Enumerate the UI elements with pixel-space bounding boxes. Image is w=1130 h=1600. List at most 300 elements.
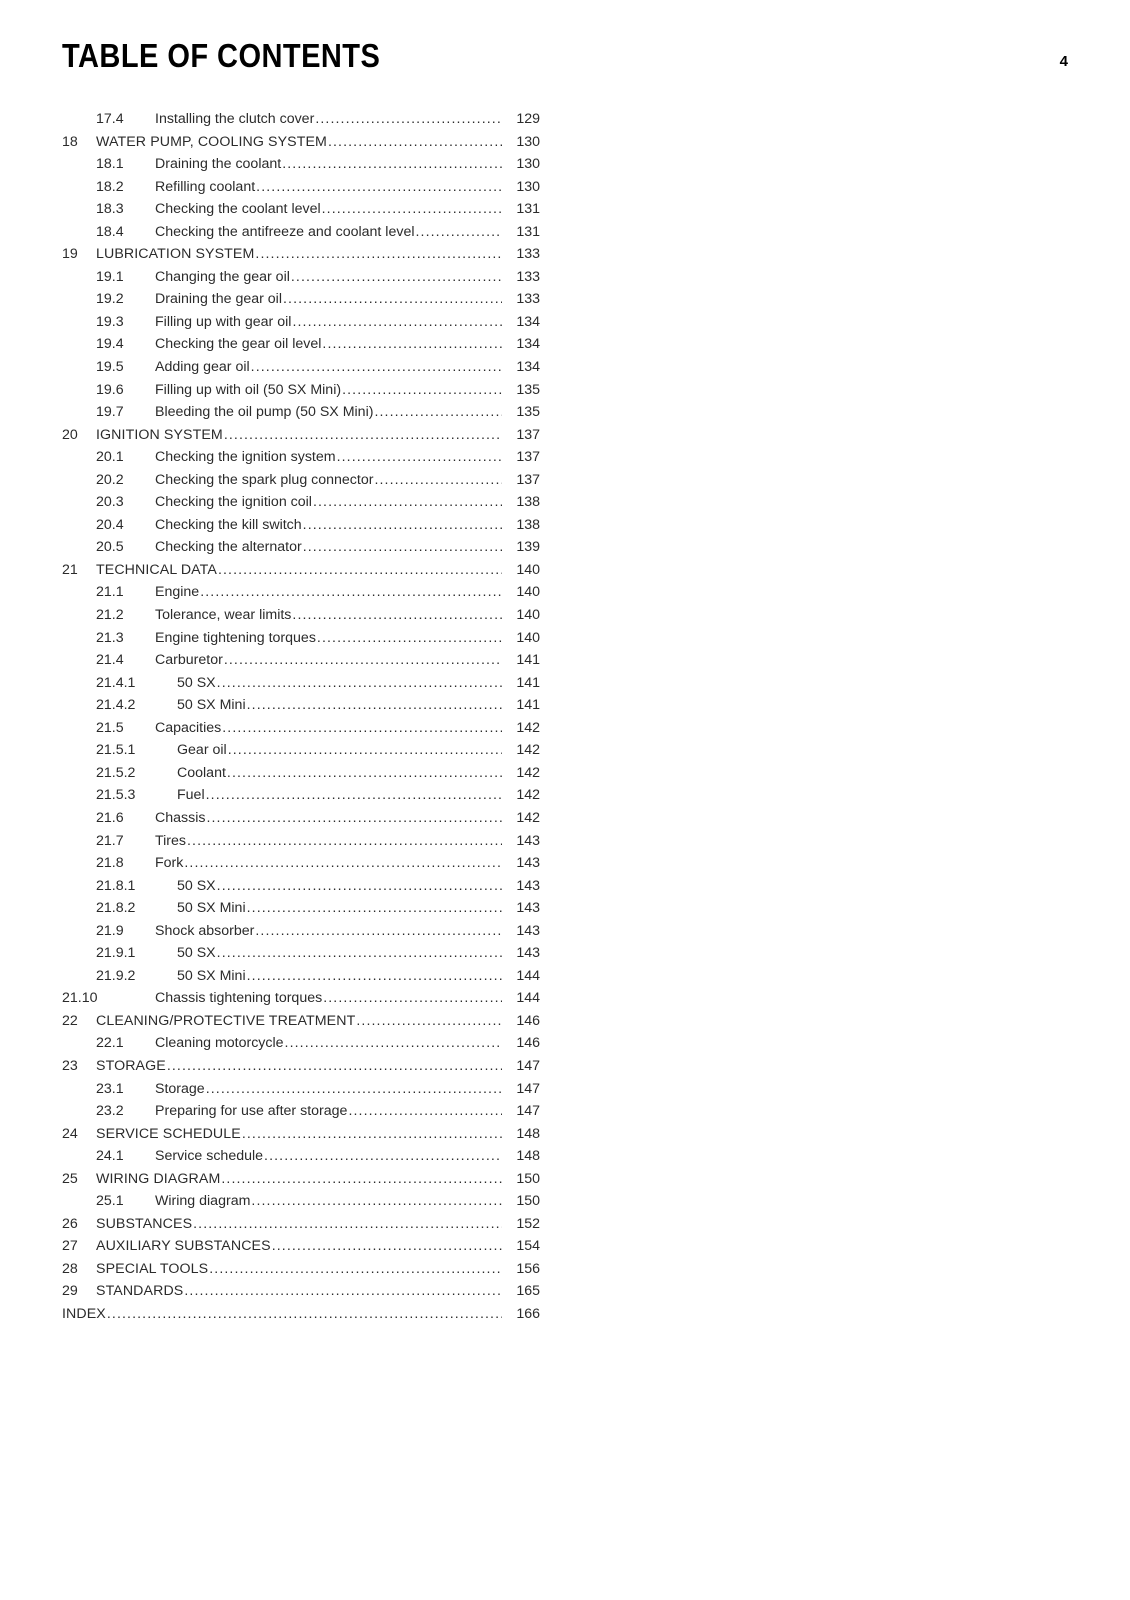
toc-entry-number: 17.4 [96, 111, 124, 127]
toc-entry-title: Draining the gear oil [155, 291, 282, 308]
toc-entry-body [155, 897, 540, 920]
toc-entry-title: AUXILIARY SUBSTANCES [96, 1238, 271, 1255]
toc-entry-page: 134 [516, 313, 540, 330]
toc-entry-page: 146 [516, 1035, 540, 1052]
toc-entry-number: 21.7 [96, 832, 124, 849]
toc-entry-body [155, 469, 540, 492]
toc-entry-body [96, 1213, 540, 1236]
toc-entry-body [155, 581, 540, 604]
toc-entry[interactable] [62, 1280, 540, 1303]
toc-entry-body [155, 1078, 540, 1101]
toc-entry-number: 21 [62, 561, 78, 578]
toc-entry-body [96, 424, 540, 447]
toc-entry[interactable] [62, 762, 540, 785]
toc-entry[interactable] [62, 1213, 540, 1236]
toc-entry-page: 130 [516, 133, 540, 150]
toc-entry-body [155, 536, 540, 559]
toc-entry[interactable] [62, 514, 540, 537]
dot-leader [228, 739, 502, 762]
toc-entry-page: 133 [516, 246, 540, 263]
toc-entry-body [155, 333, 540, 356]
toc-entry-page: 144 [516, 967, 540, 984]
toc-entry-number: 19.7 [96, 404, 124, 421]
toc-entry-page: 147 [516, 1103, 540, 1120]
toc-entry-title: 50 SX [177, 877, 216, 894]
toc-entry-page: 143 [516, 922, 540, 939]
toc-entry-page: 133 [516, 268, 540, 285]
toc-entry-number: 21.5.3 [96, 787, 136, 804]
page-header [0, 36, 1130, 86]
dot-leader [167, 1055, 502, 1078]
toc-entry-title: Bleeding the oil pump (50 SX Mini) [155, 404, 374, 421]
toc-entry-number: 26 [62, 1215, 78, 1232]
toc-entry-number: 21.5 [96, 719, 124, 736]
toc-entry-number: 20.2 [96, 471, 124, 488]
dot-leader [206, 1078, 502, 1101]
toc-entry[interactable] [62, 875, 540, 898]
toc-entry-title: Checking the kill switch [155, 516, 302, 533]
toc-entry-body [155, 672, 540, 695]
toc-entry-body [155, 153, 540, 176]
toc-entry-body [96, 1258, 540, 1281]
dot-leader [242, 1123, 502, 1146]
toc-entry-page: 148 [516, 1125, 540, 1142]
toc-entry-number: 19.4 [96, 336, 124, 353]
toc-entry-page: 142 [516, 787, 540, 804]
dot-leader [323, 987, 502, 1010]
toc-entry-title: 50 SX Mini [177, 697, 246, 714]
toc-entry-title: Checking the gear oil level [155, 336, 322, 353]
toc-entry-number: 25 [62, 1170, 78, 1187]
toc-entry-title: Capacities [155, 719, 222, 736]
toc-entry-number: 21.4 [96, 652, 124, 669]
toc-entry[interactable] [62, 649, 540, 672]
toc-entry[interactable] [62, 830, 540, 853]
dot-leader [303, 536, 502, 559]
toc-entry-title: TECHNICAL DATA [96, 561, 217, 578]
toc-entry-title: Installing the clutch cover [155, 111, 315, 127]
toc-entry-title: Carburetor [155, 652, 223, 669]
toc-entry-title: Tires [155, 832, 187, 849]
toc-entry-title: Wiring diagram [155, 1193, 251, 1210]
toc-entry-body [96, 1168, 540, 1191]
toc-entry[interactable] [62, 469, 540, 492]
toc-entry-body [155, 784, 540, 807]
toc-entry-number: 29 [62, 1283, 78, 1300]
toc-entry-title: Shock absorber [155, 922, 255, 939]
toc-entry-page: 131 [516, 201, 540, 218]
toc-entry-page: 140 [516, 584, 540, 601]
toc-entry-body [155, 852, 540, 875]
toc-entry-body [155, 198, 540, 221]
toc-entry-title: Adding gear oil [155, 359, 250, 376]
toc-entry-body [155, 401, 540, 424]
toc-entry-number: 20.4 [96, 516, 124, 533]
toc-entry[interactable] [62, 108, 540, 131]
toc-entry-number: 21.10 [62, 990, 98, 1007]
toc-entry[interactable] [62, 1258, 540, 1281]
toc-entry-number: 20.1 [96, 449, 124, 466]
toc-entry-title: Changing the gear oil [155, 268, 290, 285]
toc-entry-body [155, 694, 540, 717]
dot-leader [206, 784, 502, 807]
toc-entry[interactable] [62, 401, 540, 424]
toc-entry-page: 166 [516, 1305, 540, 1322]
toc-entry[interactable] [62, 288, 540, 311]
toc-entry-page: 134 [516, 336, 540, 353]
toc-entry-body [155, 942, 540, 965]
toc-entry-number: 21.6 [96, 809, 124, 826]
toc-entry-page: 150 [516, 1193, 540, 1210]
toc-entry[interactable] [62, 1100, 540, 1123]
toc-entry-number: 28 [62, 1260, 78, 1277]
dot-leader [328, 131, 502, 154]
toc-entry-body [96, 1055, 540, 1078]
toc-entry-body [155, 1100, 540, 1123]
toc-entry[interactable] [62, 536, 540, 559]
toc-entry-body [155, 1145, 540, 1168]
toc-entry[interactable] [62, 1235, 540, 1258]
toc-entry-body [155, 807, 540, 830]
toc-entry-number: 18.1 [96, 156, 124, 173]
toc-entry-title: Checking the antifreeze and coolant level [155, 223, 415, 240]
toc-entry-page: 138 [516, 516, 540, 533]
toc-entry-page: 150 [516, 1170, 540, 1187]
toc-entry[interactable] [62, 672, 540, 695]
toc-entry-number: 19.1 [96, 268, 124, 285]
toc-entry[interactable] [62, 446, 540, 469]
toc-entry[interactable] [62, 1123, 540, 1146]
toc-entry-title: Tolerance, wear limits [155, 607, 292, 624]
toc-entry-number: 18 [62, 133, 78, 150]
toc-entry-body [155, 739, 540, 762]
toc-entry-page: 148 [516, 1148, 540, 1165]
toc-entry-body [155, 514, 540, 537]
toc-entry[interactable] [62, 1145, 540, 1168]
toc-entry-page: 140 [516, 607, 540, 624]
toc-entry-page: 140 [516, 629, 540, 646]
toc-entry-page: 152 [516, 1215, 540, 1232]
toc-entry-body [155, 762, 540, 785]
toc-entry-number: 19.5 [96, 359, 124, 376]
dot-leader [247, 694, 502, 717]
toc-entry-page: 141 [516, 697, 540, 714]
toc-entry-number: 19 [62, 246, 78, 263]
page-title: TABLE OF CONTENTS [62, 37, 381, 74]
toc-entry-number: 20.5 [96, 539, 124, 556]
toc-entry-body [155, 108, 540, 131]
toc-entry-number: 21.5.1 [96, 742, 136, 759]
dot-leader [264, 1145, 502, 1168]
dot-leader [187, 830, 502, 853]
toc-entry-page: 137 [516, 471, 540, 488]
toc-entry-title: 50 SX Mini [177, 900, 246, 917]
dot-leader [224, 649, 502, 672]
toc-entry-title: STANDARDS [96, 1283, 184, 1300]
toc-entry[interactable] [62, 807, 540, 830]
toc-entry[interactable] [62, 694, 540, 717]
toc-entry-title: SPECIAL TOOLS [96, 1260, 209, 1277]
toc-entry-number: 18.3 [96, 201, 124, 218]
dot-leader [206, 807, 502, 830]
toc-entry-page: 142 [516, 742, 540, 759]
toc-entry[interactable] [62, 333, 540, 356]
toc-entry-body [155, 311, 540, 334]
toc-entry[interactable] [62, 717, 540, 740]
dot-leader [193, 1213, 502, 1236]
toc-entry-title: Refilling coolant [155, 178, 256, 195]
toc-entry-title: IGNITION SYSTEM [96, 426, 223, 443]
toc-entry-page: 135 [516, 404, 540, 421]
toc-entry-body [155, 987, 540, 1010]
toc-entry-body [155, 649, 540, 672]
toc-entry-body [155, 491, 540, 514]
toc-entry-body [155, 176, 540, 199]
toc-entry-title: Filling up with gear oil [155, 313, 292, 330]
toc-entry-title: Storage [155, 1080, 205, 1097]
toc-entry-page: 141 [516, 674, 540, 691]
dot-leader [374, 469, 502, 492]
toc-entry-number: 21.9.2 [96, 967, 136, 984]
toc-entry[interactable] [62, 581, 540, 604]
toc-entry-body [155, 446, 540, 469]
dot-leader [217, 875, 502, 898]
toc-entry[interactable] [62, 920, 540, 943]
dot-leader [247, 965, 502, 988]
toc-entry-page: 143 [516, 900, 540, 917]
toc-entry-title: 50 SX [177, 674, 216, 691]
toc-entry[interactable] [62, 379, 540, 402]
toc-entry-number: 22.1 [96, 1035, 124, 1052]
toc-entry-title: Fork [155, 855, 184, 872]
toc-entry-page: 130 [516, 156, 540, 173]
toc-entry[interactable] [62, 1303, 540, 1326]
dot-leader [415, 221, 502, 244]
dot-leader [107, 1303, 502, 1326]
dot-leader [272, 1235, 502, 1258]
toc-entry-page: 131 [516, 223, 540, 240]
toc-entry-body [155, 627, 540, 650]
toc-entry[interactable] [62, 1010, 540, 1033]
toc-entry-body [96, 1280, 540, 1303]
toc-entry[interactable] [62, 852, 540, 875]
dot-leader [256, 176, 502, 199]
toc-entry-page: 137 [516, 426, 540, 443]
dot-leader [283, 288, 502, 311]
dot-leader [315, 108, 502, 131]
toc-entry-page: 141 [516, 652, 540, 669]
toc-entry[interactable] [62, 1032, 540, 1055]
toc-entry-page: 142 [516, 809, 540, 826]
toc-entry-body [155, 920, 540, 943]
toc-entry-page: 144 [516, 990, 540, 1007]
toc-entry-title: Checking the spark plug connector [155, 471, 374, 488]
toc-entry[interactable] [62, 221, 540, 244]
toc-entry-page: 142 [516, 719, 540, 736]
toc-entry-number: 25.1 [96, 1193, 124, 1210]
toc-entry-title: Filling up with oil (50 SX Mini) [155, 381, 342, 398]
toc-entry-page: 165 [516, 1283, 540, 1300]
dot-leader [217, 942, 502, 965]
toc-entry[interactable] [62, 266, 540, 289]
dot-leader [221, 1168, 502, 1191]
toc-entry-title: INDEX [62, 1305, 106, 1322]
toc-entry[interactable] [62, 897, 540, 920]
dot-leader [255, 920, 502, 943]
toc-entry-number: 19.2 [96, 291, 124, 308]
dot-leader [292, 604, 502, 627]
toc-entry-number: 21.1 [96, 584, 124, 601]
dot-leader [222, 717, 502, 740]
toc-entry-number: 24.1 [96, 1148, 124, 1165]
dot-leader [247, 897, 502, 920]
toc-entry-page: 134 [516, 359, 540, 376]
toc-entry-title: Service schedule [155, 1148, 264, 1165]
toc-entry[interactable] [62, 559, 540, 582]
dot-leader [184, 1280, 502, 1303]
toc-entry-page: 146 [516, 1012, 540, 1029]
toc-entry-page: 139 [516, 539, 540, 556]
toc-entry[interactable] [62, 965, 540, 988]
toc-entry-title: Chassis tightening torques [155, 990, 323, 1007]
toc-entry[interactable] [62, 739, 540, 762]
dot-leader [255, 243, 502, 266]
toc-entry-number: 21.8.1 [96, 877, 136, 894]
toc-entry-title: 50 SX Mini [177, 967, 246, 984]
toc-entry[interactable] [62, 243, 540, 266]
dot-leader [317, 627, 502, 650]
toc-entry[interactable] [62, 424, 540, 447]
toc-entry[interactable] [62, 176, 540, 199]
toc-entry-number: 21.9.1 [96, 945, 136, 962]
toc-entry-number: 24 [62, 1125, 78, 1142]
toc-entry-body [96, 243, 540, 266]
dot-leader [184, 852, 502, 875]
toc-entry-body [155, 288, 540, 311]
toc-entry-number: 23.1 [96, 1080, 124, 1097]
toc-entry-number: 19.3 [96, 313, 124, 330]
toc-entry-page: 143 [516, 855, 540, 872]
toc-entry-number: 21.2 [96, 607, 124, 624]
toc-entry-number: 23 [62, 1057, 78, 1074]
toc-entry-title: SERVICE SCHEDULE [96, 1125, 241, 1142]
toc-entry-title: SUBSTANCES [96, 1215, 193, 1232]
toc-entry-number: 18.4 [96, 223, 124, 240]
dot-leader [313, 491, 502, 514]
toc-entry[interactable] [62, 987, 540, 1010]
toc-entry[interactable] [62, 153, 540, 176]
toc-entry[interactable] [62, 942, 540, 965]
dot-leader [292, 311, 502, 334]
toc-entry-title: Gear oil [177, 742, 227, 759]
toc-entry-title: WATER PUMP, COOLING SYSTEM [96, 133, 327, 150]
toc-entry-number: 21.4.1 [96, 674, 136, 691]
toc-entry[interactable] [62, 311, 540, 334]
dot-leader [291, 266, 502, 289]
toc-entry-body [96, 131, 540, 154]
toc-entry-title: 50 SX [177, 945, 216, 962]
toc-entry-title: Engine [155, 584, 200, 601]
toc-entry[interactable] [62, 604, 540, 627]
toc-entry-title: WIRING DIAGRAM [96, 1170, 221, 1187]
toc-entry[interactable] [62, 1168, 540, 1191]
toc-entry-title: Checking the ignition coil [155, 494, 312, 511]
dot-leader [218, 559, 502, 582]
toc-entry-body [62, 1303, 540, 1326]
page-number: 4 [1059, 53, 1068, 70]
toc-entry-number: 22 [62, 1012, 78, 1029]
toc-entry[interactable] [62, 1078, 540, 1101]
toc-entry-page: 138 [516, 494, 540, 511]
toc-entry-title: Cleaning motorcycle [155, 1035, 284, 1052]
toc-entry-number: 18.2 [96, 178, 124, 195]
toc-entry-body [155, 266, 540, 289]
toc-entry-title: STORAGE [96, 1057, 166, 1074]
dot-leader [303, 514, 502, 537]
toc-entry-title: Draining the coolant [155, 156, 282, 173]
table-of-contents-list [62, 108, 540, 1326]
toc-entry-title: Chassis [155, 809, 206, 826]
toc-entry[interactable] [62, 1055, 540, 1078]
toc-entry-title: Preparing for use after storage [155, 1103, 348, 1120]
dot-leader [322, 198, 502, 221]
dot-leader [348, 1100, 502, 1123]
toc-entry-body [155, 356, 540, 379]
toc-entry-page: 135 [516, 381, 540, 398]
toc-entry-page: 147 [516, 1080, 540, 1097]
toc-entry-number: 21.4.2 [96, 697, 136, 714]
dot-leader [322, 333, 502, 356]
toc-entry-page: 130 [516, 178, 540, 195]
toc-entry-body [155, 221, 540, 244]
toc-entry-body [155, 1032, 540, 1055]
toc-entry-number: 27 [62, 1238, 78, 1255]
toc-entry-page: 140 [516, 561, 540, 578]
toc-entry[interactable] [62, 491, 540, 514]
toc-entry-number: 21.3 [96, 629, 124, 646]
toc-entry-body [155, 1190, 540, 1213]
toc-entry-body [96, 1010, 540, 1033]
toc-entry-page: 143 [516, 832, 540, 849]
toc-entry[interactable] [62, 1190, 540, 1213]
toc-entry-page: 154 [516, 1238, 540, 1255]
toc-entry-body [155, 965, 540, 988]
dot-leader [342, 379, 502, 402]
toc-entry-page: 137 [516, 449, 540, 466]
toc-entry-body [155, 604, 540, 627]
toc-entry[interactable] [62, 198, 540, 221]
toc-entry-body [96, 1235, 540, 1258]
dot-leader [285, 1032, 502, 1055]
toc-entry[interactable] [62, 356, 540, 379]
toc-entry-title: CLEANING/PROTECTIVE TREATMENT [96, 1012, 356, 1029]
toc-entry-number: 20.3 [96, 494, 124, 511]
dot-leader [200, 581, 502, 604]
toc-entry-page: 142 [516, 764, 540, 781]
toc-entry-page: 143 [516, 877, 540, 894]
toc-entry-body [155, 830, 540, 853]
toc-entry[interactable] [62, 784, 540, 807]
toc-entry[interactable] [62, 627, 540, 650]
toc-entry[interactable] [62, 131, 540, 154]
dot-leader [374, 401, 502, 424]
toc-entry-page: 129 [516, 111, 540, 127]
toc-entry-title: LUBRICATION SYSTEM [96, 246, 255, 263]
toc-entry-number: 21.5.2 [96, 764, 136, 781]
toc-entry-number: 19.6 [96, 381, 124, 398]
toc-entry-number: 23.2 [96, 1103, 124, 1120]
dot-leader [251, 356, 502, 379]
